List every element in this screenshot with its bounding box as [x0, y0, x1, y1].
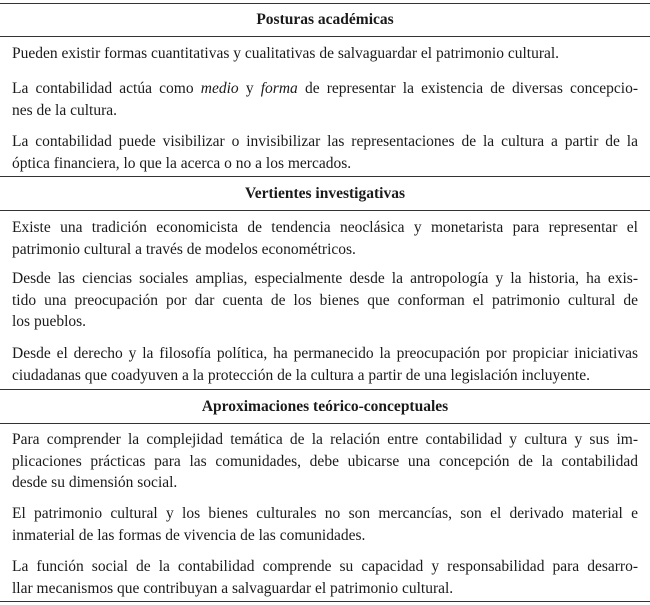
section-rule [0, 176, 650, 177]
paragraph-line: patrimonio cultural a través de modelos econométricos. [12, 240, 356, 258]
text-run: La contabilidad actúa como [12, 80, 201, 97]
paragraph [12, 131, 638, 174]
paragraph [12, 268, 638, 333]
header-rule [0, 423, 650, 424]
header-rule [0, 36, 650, 37]
bottom-rule [0, 601, 650, 602]
paragraph [12, 43, 638, 65]
paragraph-line: nes de la cultura. [12, 101, 118, 119]
paragraph-line: El patrimonio cultural y los bienes culturales no son mercancías, son el derivado material e [12, 505, 638, 522]
paragraph-line: tido una preocupación por dar cuenta de los bienes que conforman el patrimonio cultural de [12, 291, 638, 309]
paragraph-line: Desde el derecho y la filosofía política, ha permanecido la preocupación por propiciar iniciativas [12, 345, 638, 362]
paragraph [12, 78, 638, 121]
paragraph-line [12, 78, 638, 100]
text-run: y [238, 80, 261, 97]
section-header-posturas: Posturas académicas [256, 11, 394, 28]
text-run: de representar la existencia de diversas concepcio- [297, 80, 639, 97]
paragraph-line: los pueblos. [12, 313, 87, 330]
emphasis-medio: medio [200, 80, 239, 97]
paragraph [12, 503, 638, 546]
paragraph-line: desde su dimensión social. [12, 474, 178, 491]
paragraph-line: Pueden existir formas cuantitativas y cualitativas de salvaguardar el patrimonio cultural. [12, 45, 560, 62]
paragraph [12, 217, 638, 260]
paragraph-line: Existe una tradición economicista de tendencia neoclásica y monetarista para representar el [12, 219, 638, 236]
header-rule [0, 210, 650, 211]
paragraph-line: Para comprender la complejidad temática de la relación entre contabilidad y cultura y sus im- [12, 431, 638, 448]
paragraph-line: plicaciones prácticas para las comunidades, debe ubicarse una concepción de la contabilidad [12, 452, 638, 470]
section-rule [0, 389, 650, 390]
paragraph-line: La función social de la contabilidad comprende su capacidad y responsabilidad para desarro- [12, 558, 638, 575]
paragraph-line: ciudadanas que coadyuven a la protección de la cultura a partir de una legislación incluyente. [12, 366, 590, 384]
paragraph [12, 556, 638, 599]
paragraph [12, 429, 638, 494]
top-rule [0, 3, 650, 4]
paragraph-line: llar mecanismos que contribuyan a salvaguardar el patrimonio cultural. [12, 579, 454, 597]
paragraph-line: inmaterial de las formas de vivencia de las comunidades. [12, 526, 366, 544]
section-header-aproximaciones: Aproximaciones teórico-conceptuales [201, 398, 449, 415]
emphasis-forma: forma [260, 80, 298, 97]
paragraph-line: La contabilidad puede visibilizar o invisibilizar las representaciones de la cultura a partir de la [12, 133, 638, 150]
paragraph-line: Desde las ciencias sociales amplias, especialmente desde la antropología y la historia, ha exis- [12, 270, 638, 287]
paragraph [12, 343, 638, 386]
section-header-vertientes: Vertientes investigativas [244, 185, 405, 202]
paragraph-line: óptica financiera, lo que la acerca o no a los mercados. [12, 154, 352, 172]
